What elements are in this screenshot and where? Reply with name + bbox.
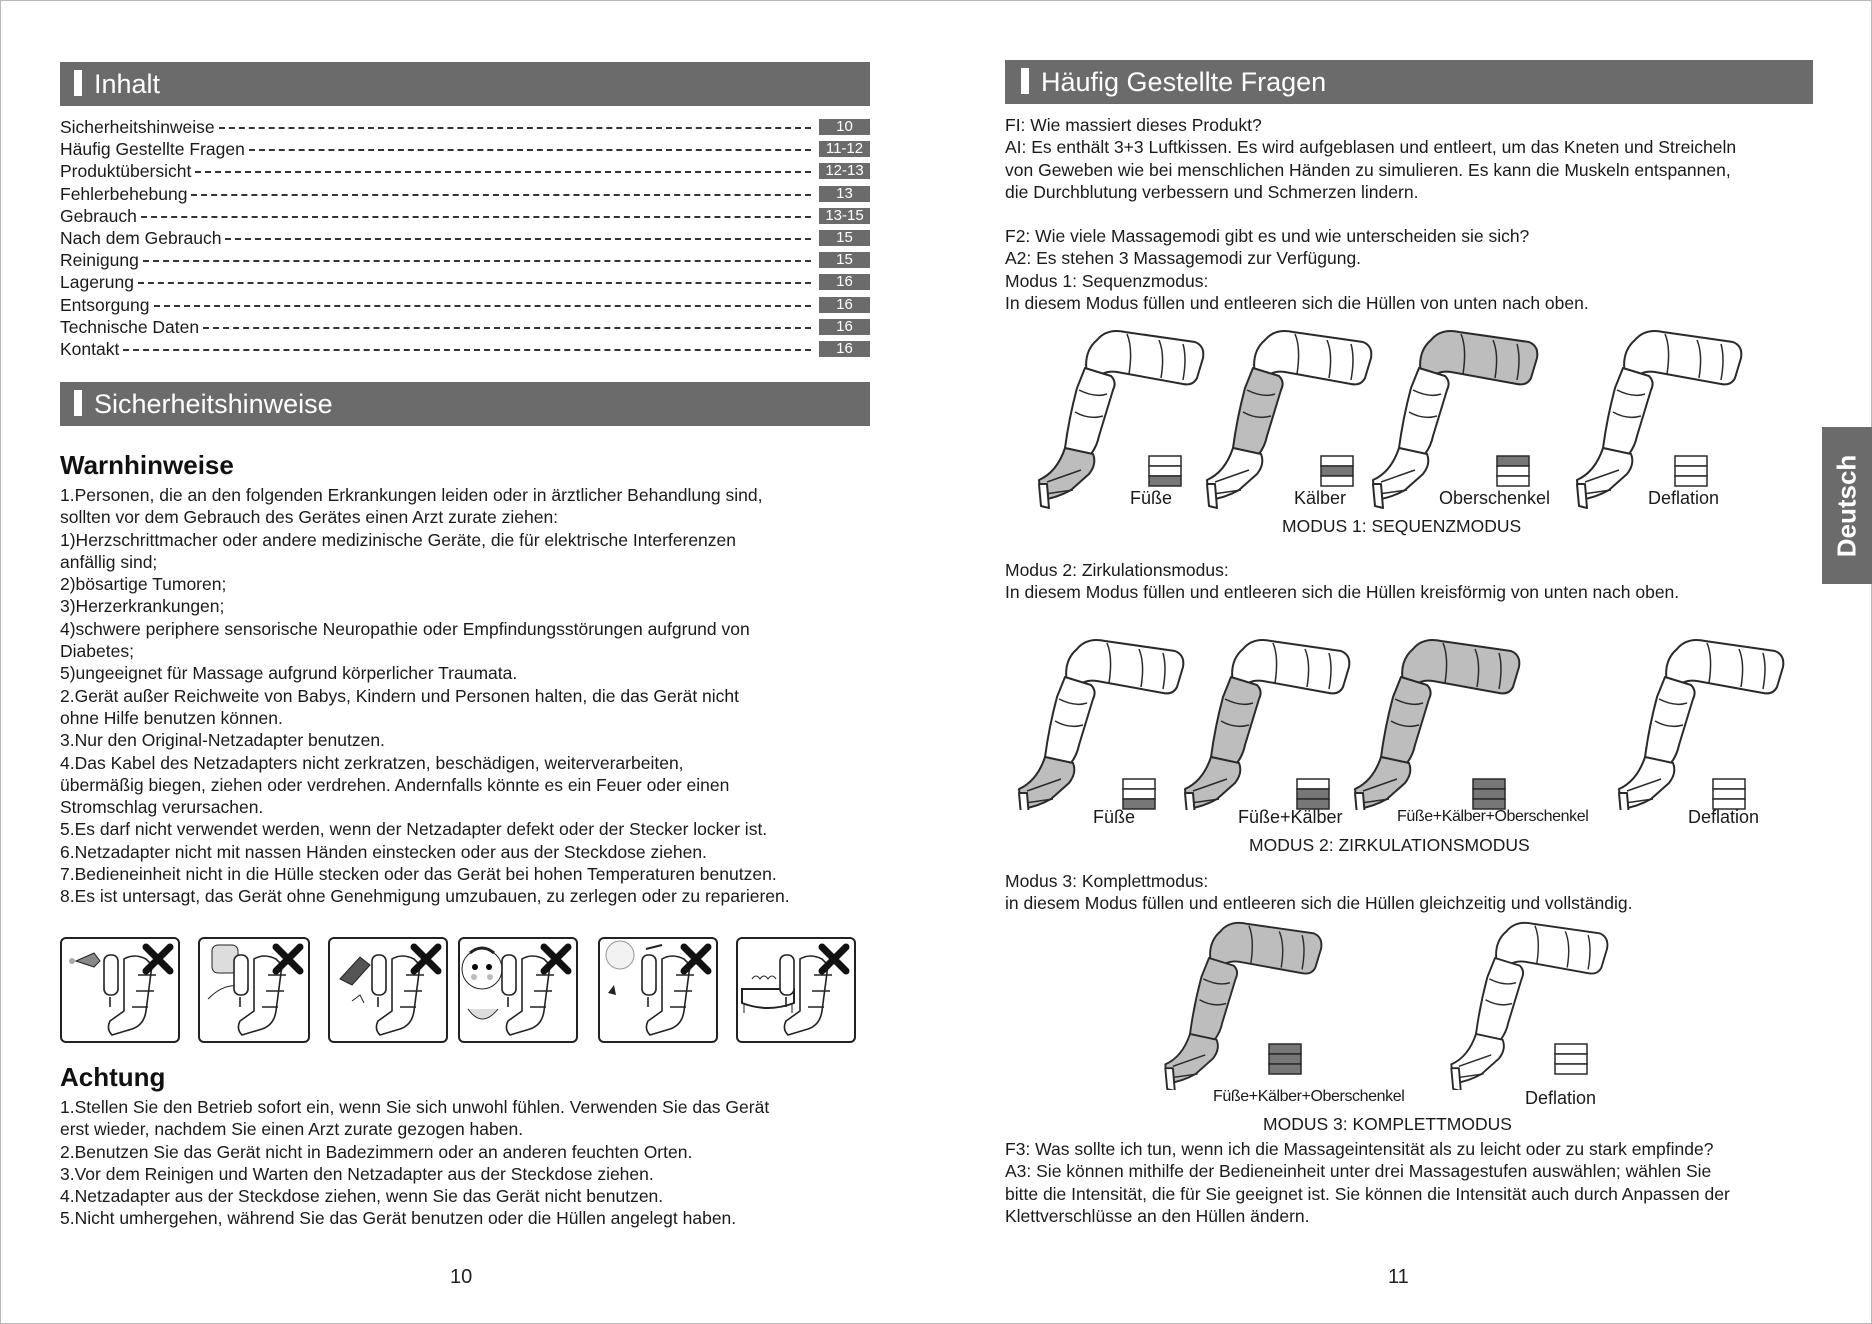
mode3-caption: MODUS 3: KOMPLETTMODUS (1263, 1114, 1512, 1134)
toc-entry-title: Häufig Gestellte Fragen (60, 139, 245, 160)
faq-q2 (1005, 225, 1589, 314)
safety-header-bar (60, 382, 870, 426)
toc-entry-title: Fehlerbehebung (60, 183, 188, 204)
toc-entry[interactable] (60, 316, 870, 338)
toc-page-badge: 16 (819, 274, 870, 290)
text-line: 3)Herzerkrankungen; (60, 596, 225, 617)
toc-entry-title: Gebrauch (60, 205, 137, 226)
text-line: Modus 3: Komplettmodus: (1005, 871, 1209, 891)
text-line: 1)Herzschrittmacher oder andere medizinische Geräte, die für elektrische Interferenzen (60, 529, 737, 550)
hair-dryer-warning-icon (328, 937, 448, 1043)
text-line: die Durchblutung verbessern und Schmerzen lindern. (1005, 181, 1419, 202)
toc-page-badge: 13 (819, 186, 870, 202)
text-line: AI: Es enthält 3+3 Luftkissen. Es wird aufgeblasen und entleert, um das Kneten und Streicheln (1005, 137, 1737, 158)
text-line: F2: Wie viele Massagemodi gibt es und wie unterscheiden sie sich? (1005, 226, 1530, 246)
caution-heading: Achtung (60, 1062, 166, 1092)
language-tab-label: Deutsch (1831, 454, 1862, 557)
bathtub-warning-icon (736, 937, 856, 1043)
toc-entry[interactable] (60, 116, 870, 138)
toc-page-badge: 16 (819, 297, 870, 313)
toc-leader-dots (225, 238, 811, 240)
toc-leader-dots (191, 194, 811, 196)
mode1-label-thighs: Oberschenkel (1439, 488, 1551, 508)
mode3-label-all: Füße+Kälber+Oberschenkel (1213, 1088, 1405, 1105)
text-line: 5)ungeeignet für Massage aufgrund körperlicher Traumata. (60, 663, 518, 684)
toc-entry[interactable] (60, 138, 870, 160)
faq-q3 (1005, 1138, 1730, 1227)
left-page (60, 0, 886, 1324)
toc-leader-dots (141, 216, 811, 218)
text-line: sollten vor dem Gebrauch des Gerätes einen Arzt zurate ziehen: (60, 507, 559, 528)
mode3-label-deflation: Deflation (1525, 1088, 1597, 1108)
toc-leader-dots (154, 305, 811, 307)
text-line: von Geweben wie bei menschlichen Händen zu simulieren. Es kann die Muskeln entspannen, (1005, 159, 1731, 180)
toc-entry[interactable] (60, 183, 870, 205)
language-tab[interactable] (1822, 427, 1872, 584)
text-line: 2.Benutzen Sie das Gerät nicht in Badezimmern oder an anderen feuchten Orten. (60, 1141, 693, 1162)
mode2-label-deflation: Deflation (1688, 807, 1760, 827)
header-marker (74, 390, 82, 416)
warning-icons-row (60, 937, 860, 1043)
toc-page-badge: 16 (819, 341, 870, 357)
mode3-description (1005, 870, 1632, 915)
spray-warning-icon (60, 937, 180, 1043)
mode2-label-feet-calves: Füße+Kälber (1238, 807, 1343, 827)
toc-leader-dots (138, 282, 811, 284)
text-line: erst wieder, nachdem Sie einen Arzt zurate gezogen haben. (60, 1119, 524, 1140)
mode1-label-feet: Füße (1130, 488, 1173, 508)
toc-entry-title: Lagerung (60, 272, 134, 293)
right-page (1005, 0, 1828, 1324)
text-line: 5.Es darf nicht verwendet werden, wenn der Netzadapter defekt oder der Stecker locker ist. (60, 819, 768, 840)
text-line: 4.Netzadapter aus der Steckdose ziehen, wenn Sie das Gerät nicht benutzen. (60, 1186, 664, 1207)
mode2-illustration (1005, 625, 1828, 810)
toc-entry-title: Sicherheitshinweise (60, 117, 215, 138)
text-line: 8.Es ist untersagt, das Gerät ohne Genehmigung umzubauen, zu zerlegen oder zu reparieren. (60, 886, 790, 907)
toc-page-badge: 15 (819, 252, 870, 268)
toc-header-title: Inhalt (94, 69, 161, 99)
caution-list (60, 1096, 769, 1230)
text-line: F3: Was sollte ich tun, wenn ich die Massageintensität als zu leicht oder zu stark empfinde? (1005, 1139, 1714, 1159)
warnings-heading: Warnhinweise (60, 450, 234, 480)
text-line: In diesem Modus füllen und entleeren sich die Hüllen kreisförmig von unten nach oben. (1005, 582, 1680, 603)
mode3-illustration (1005, 920, 1828, 1090)
text-line: 4)schwere periphere sensorische Neuropathie oder Empfindungsstörungen aufgrund von (60, 618, 750, 639)
text-line: Modus 1: Sequenzmodus: (1005, 270, 1209, 291)
text-line: Stromschlag verursachen. (60, 797, 264, 818)
table-of-contents (60, 116, 870, 360)
toc-leader-dots (249, 149, 811, 151)
toc-entry-title: Kontakt (60, 338, 120, 359)
toc-entry[interactable] (60, 160, 870, 182)
text-line: FI: Wie massiert dieses Produkt? (1005, 115, 1262, 135)
toc-entry-title: Nach dem Gebrauch (60, 228, 222, 249)
text-line: 3.Vor dem Reinigen und Warten den Netzadapter aus der Steckdose ziehen. (60, 1163, 654, 1184)
mode1-caption: MODUS 1: SEQUENZMODUS (1282, 516, 1522, 536)
wet-hands-warning-icon (198, 937, 310, 1043)
page-number-right: 11 (1388, 1266, 1409, 1288)
toc-entry-title: Technische Daten (60, 316, 200, 337)
toc-page-badge: 15 (819, 230, 870, 246)
child-warning-icon (458, 937, 578, 1043)
toc-page-badge: 12-13 (819, 163, 870, 179)
toc-leader-dots (123, 349, 811, 351)
text-line: 4.Das Kabel des Netzadapters nicht zerkratzen, beschädigen, weiterverarbeiten, (60, 752, 684, 773)
toc-page-badge: 11-12 (819, 141, 870, 157)
toc-entry-title: Reinigung (60, 250, 139, 271)
text-line: Klettverschlüsse an den Hüllen ändern. (1005, 1205, 1310, 1226)
text-line: ohne Hilfe benutzen können. (60, 707, 283, 728)
safety-header-title: Sicherheitshinweise (94, 389, 333, 419)
text-line: 1.Personen, die an den folgenden Erkrankungen leiden oder in ärztlicher Behandlung sind, (60, 485, 763, 505)
toc-entry[interactable] (60, 294, 870, 316)
faq-header-bar (1005, 60, 1813, 104)
text-line: 3.Nur den Original-Netzadapter benutzen. (60, 730, 385, 751)
faq-header-title: Häufig Gestellte Fragen (1041, 67, 1327, 97)
mode2-caption: MODUS 2: ZIRKULATIONSMODUS (1249, 835, 1530, 855)
toc-leader-dots (203, 327, 811, 329)
text-line: 7.Bedieneinheit nicht in die Hülle stecken oder das Gerät bei hohen Temperaturen benutzen. (60, 864, 777, 885)
text-line: in diesem Modus füllen und entleeren sich die Hüllen gleichzeitig und vollständig. (1005, 893, 1633, 914)
toc-page-badge: 16 (819, 319, 870, 335)
toc-leader-dots (195, 171, 811, 173)
text-line: 6.Netzadapter nicht mit nassen Händen einstecken oder aus der Steckdose ziehen. (60, 841, 707, 862)
header-marker (1021, 68, 1029, 94)
toc-entry-title: Produktübersicht (60, 161, 192, 182)
toc-leader-dots (219, 127, 811, 129)
text-line: bitte die Intensität, die für Sie geeignet ist. Sie können die Intensität auch durch Anpassen der (1005, 1183, 1730, 1204)
toc-entry[interactable] (60, 271, 870, 293)
toc-entry[interactable] (60, 227, 870, 249)
text-line: anfällig sind; (60, 551, 158, 572)
text-line: 2.Gerät außer Reichweite von Babys, Kindern und Personen halten, die das Gerät nicht (60, 685, 740, 706)
text-line: übermäßig biegen, ziehen oder verdrehen. Andernfalls könnte es ein Feuer oder einen (60, 774, 730, 795)
mode1-label-calves: Kälber (1294, 488, 1347, 508)
text-line: 2)bösartige Tumoren; (60, 574, 227, 595)
toc-entry[interactable] (60, 249, 870, 271)
text-line: 5.Nicht umhergehen, während Sie das Gerät benutzen oder die Hüllen angelegt haben. (60, 1208, 737, 1229)
mode1-illustration (1005, 320, 1828, 510)
text-line: A3: Sie können mithilfe der Bedieneinheit unter drei Massagestufen auswählen; wählen Sie (1005, 1161, 1712, 1182)
header-marker (74, 70, 82, 96)
toc-page-badge: 13-15 (819, 208, 870, 224)
page-number-left: 10 (450, 1266, 473, 1288)
toc-entry[interactable] (60, 205, 870, 227)
text-line: In diesem Modus füllen und entleeren sich die Hüllen von unten nach oben. (1005, 292, 1589, 313)
mode2-description (1005, 559, 1679, 604)
mode1-label-deflation: Deflation (1648, 488, 1720, 508)
mode2-label-feet: Füße (1093, 807, 1136, 827)
toc-header-bar (60, 62, 870, 106)
text-line: 1.Stellen Sie den Betrieb sofort ein, wenn Sie sich unwohl fühlen. Verwenden Sie das Gerät (60, 1097, 770, 1117)
warnings-list (60, 484, 790, 908)
toc-entry-title: Entsorgung (60, 294, 150, 315)
toc-leader-dots (143, 260, 811, 262)
toc-entry[interactable] (60, 338, 870, 360)
text-line: Diabetes; (60, 641, 134, 662)
sun-heat-warning-icon (598, 937, 718, 1043)
text-line: Modus 2: Zirkulationsmodus: (1005, 560, 1229, 580)
text-line: A2: Es stehen 3 Massagemodi zur Verfügung. (1005, 248, 1362, 269)
faq-q1 (1005, 114, 1736, 203)
mode2-label-feet-calves-thighs: Füße+Kälber+Oberschenkel (1397, 808, 1589, 825)
toc-page-badge: 10 (819, 119, 870, 135)
